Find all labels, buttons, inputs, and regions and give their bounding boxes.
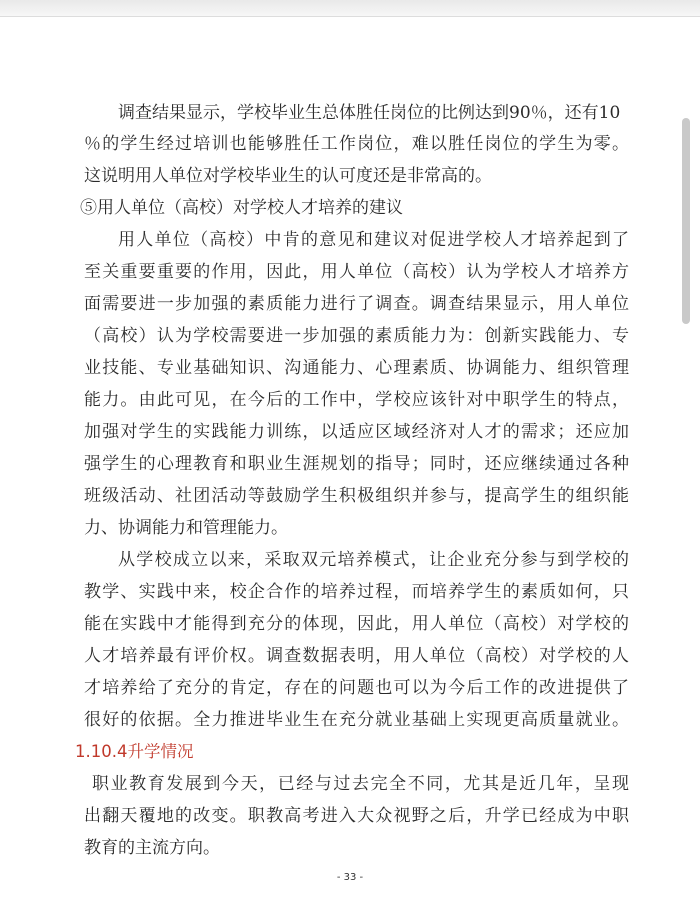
text-line: 业技能、专业基础知识、沟通能力、心理素质、协调能力、组织管理 [84, 358, 629, 378]
window-top-bar [0, 0, 700, 17]
text-line: 调查结果显示，学校毕业生总体胜任岗位的比例达到90％，还有10 [118, 103, 621, 123]
text-line: 很好的依据。全力推进毕业生在充分就业基础上实现更高质量就业。 [84, 710, 629, 730]
text-line: 加强对学生的实践能力训练，以适应区域经济对人才的需求；还应加 [84, 422, 629, 442]
text-line: 出翻天覆地的改变。职教高考进入大众视野之后，升学已经成为中职 [84, 806, 629, 826]
text-line: （高校）认为学校需要进一步加强的素质能力为：创新实践能力、专 [84, 326, 629, 346]
page-number: - 33 - [336, 872, 364, 883]
text-line: 用人单位（高校）中肯的意见和建议对促进学校人才培养起到了 [118, 230, 629, 250]
text-line: 面需要进一步加强的素质能力进行了调查。调查结果显示，用人单位 [84, 294, 629, 314]
text-line: 教育的主流方向。 [84, 838, 220, 858]
text-line: 能在实践中才能得到充分的体现，因此，用人单位（高校）对学校的 [84, 614, 629, 634]
text-line: ％的学生经过培训也能够胜任工作岗位，难以胜任岗位的学生为零。 [84, 134, 629, 154]
text-line: 教学、实践中来，校企合作的培养过程，而培养学生的素质如何，只 [84, 582, 629, 602]
text-line: 能力。由此可见，在今后的工作中，学校应该针对中职学生的特点， [84, 390, 629, 410]
text-line: 这说明用人单位对学校毕业生的认可度还是非常高的。 [84, 166, 492, 186]
text-line: 才培养给了充分的肯定，存在的问题也可以为今后工作的改进提供了 [84, 678, 629, 698]
text-line: 从学校成立以来，采取双元培养模式，让企业充分参与到学校的 [118, 550, 629, 570]
text-line: 至关重要重要的作用，因此，用人单位（高校）认为学校人才培养方 [84, 262, 629, 282]
text-line: 人才培养最有评价权。调查数据表明，用人单位（高校）对学校的人 [84, 646, 629, 666]
text-line: 强学生的心理教育和职业生涯规划的指导；同时，还应继续通过各种 [84, 454, 629, 474]
text-line: 职业教育发展到今天，已经与过去完全不同，尤其是近几年，呈现 [92, 774, 629, 794]
text-line: 班级活动、社团活动等鼓励学生积极组织并参与，提高学生的组织能 [84, 486, 629, 506]
section-subheading: ⑤用人单位（高校）对学校人才培养的建议 [80, 198, 403, 218]
text-line: 力、协调能力和管理能力。 [84, 518, 288, 538]
section-heading: 1.10.4升学情况 [75, 742, 194, 761]
scrollbar-thumb[interactable] [682, 118, 690, 324]
